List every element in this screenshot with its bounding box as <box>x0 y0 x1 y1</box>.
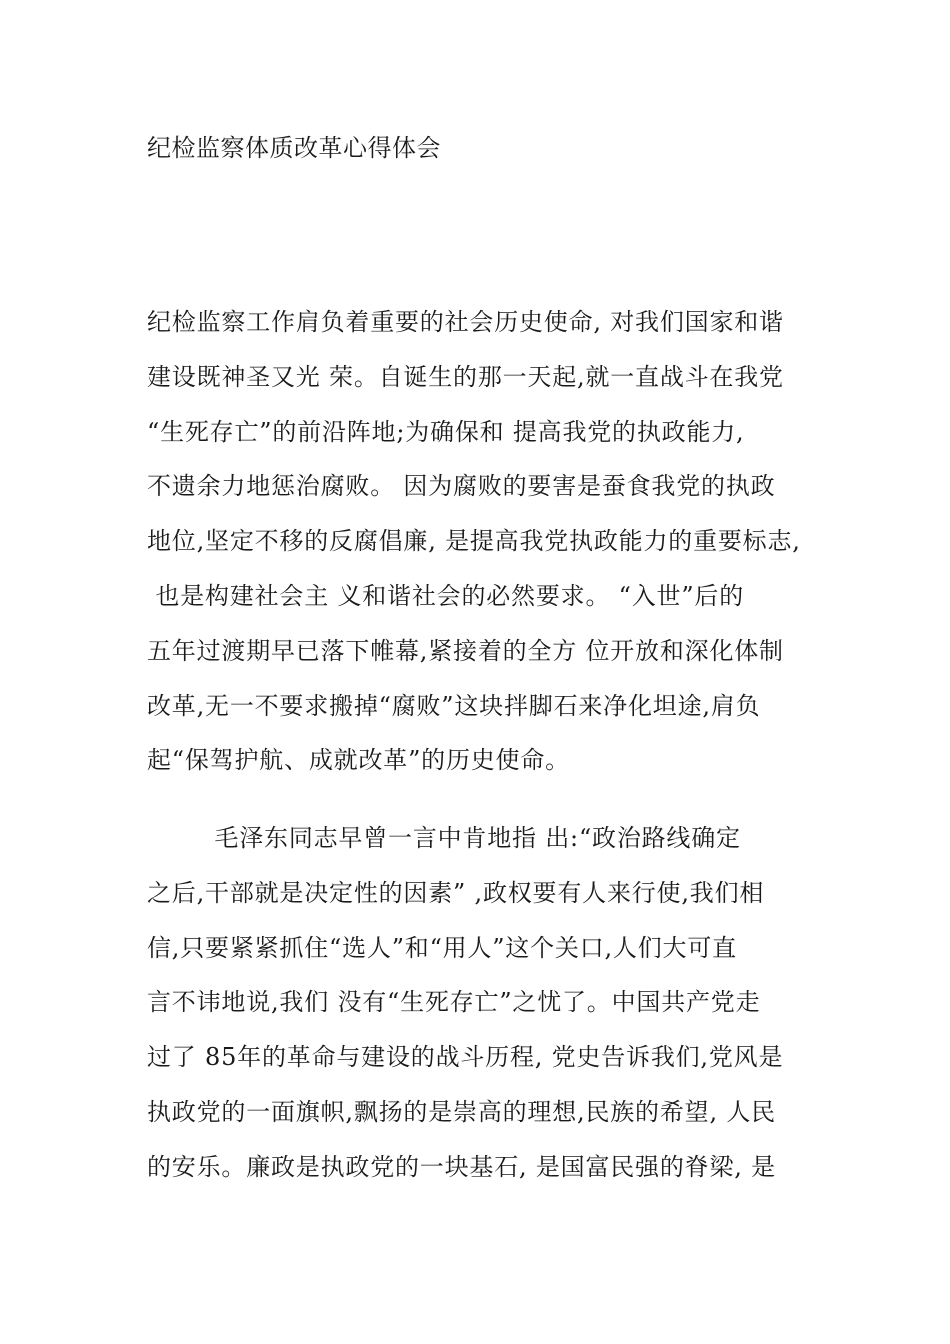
text-line: 也是构建社会主 义和谐社会的必然要求。 “入世”后的 <box>147 581 745 610</box>
text-line: 毛泽东同志早曾一言中肯地指 出:“政治路线确定 <box>147 824 741 852</box>
text-line: 的安乐。廉政是执政党的一块基石, 是国富民强的脊梁, 是 <box>147 1152 776 1181</box>
text-line: 地位,坚定不移的反腐倡廉, 是提高我党执政能力的重要标志, <box>147 527 801 556</box>
text-line: 言不讳地说,我们 没有“生死存亡”之忧了。中国共产党走 <box>147 988 761 1017</box>
text-line: 起“保驾护航、成就改革”的历史使命。 <box>147 746 570 775</box>
text-line: “生死存亡”的前沿阵地;为确保和 提高我党的执政能力, <box>147 417 745 446</box>
text-line: 之后,干部就是决定性的因素” ,政权要有人来行使,我们相 <box>147 878 765 907</box>
text-line: 执政党的一面旗帜,飘扬的是崇高的理想,民族的希望, 人民 <box>147 1097 776 1126</box>
text-line: 建设既神圣又光 荣。自诞生的那一天起,就一直战斗在我党 <box>147 362 784 391</box>
text-line: 信,只要紧紧抓住“选人”和“用人”这个关口,人们大可直 <box>147 933 737 962</box>
text-line: 过了 85年的革命与建设的战斗历程, 党史告诉我们,党风是 <box>147 1043 784 1072</box>
text-line: 五年过渡期早已落下帷幕,紧接着的全方 位开放和深化体制 <box>147 636 784 665</box>
document-title: 纪检监察体质改革心得体会 <box>147 134 441 162</box>
paragraph-1 <box>147 305 827 798</box>
paragraph-2 <box>147 821 827 1205</box>
text-line: 改革,无一不要求搬掉“腐败”这块拌脚石来净化坦途,肩负 <box>147 691 761 720</box>
text-line: 不遗余力地惩治腐败。 因为腐败的要害是蚕食我党的执政 <box>147 472 776 501</box>
text-line: 纪检监察工作肩负着重要的社会历史使命, 对我们国家和谐 <box>147 308 784 336</box>
